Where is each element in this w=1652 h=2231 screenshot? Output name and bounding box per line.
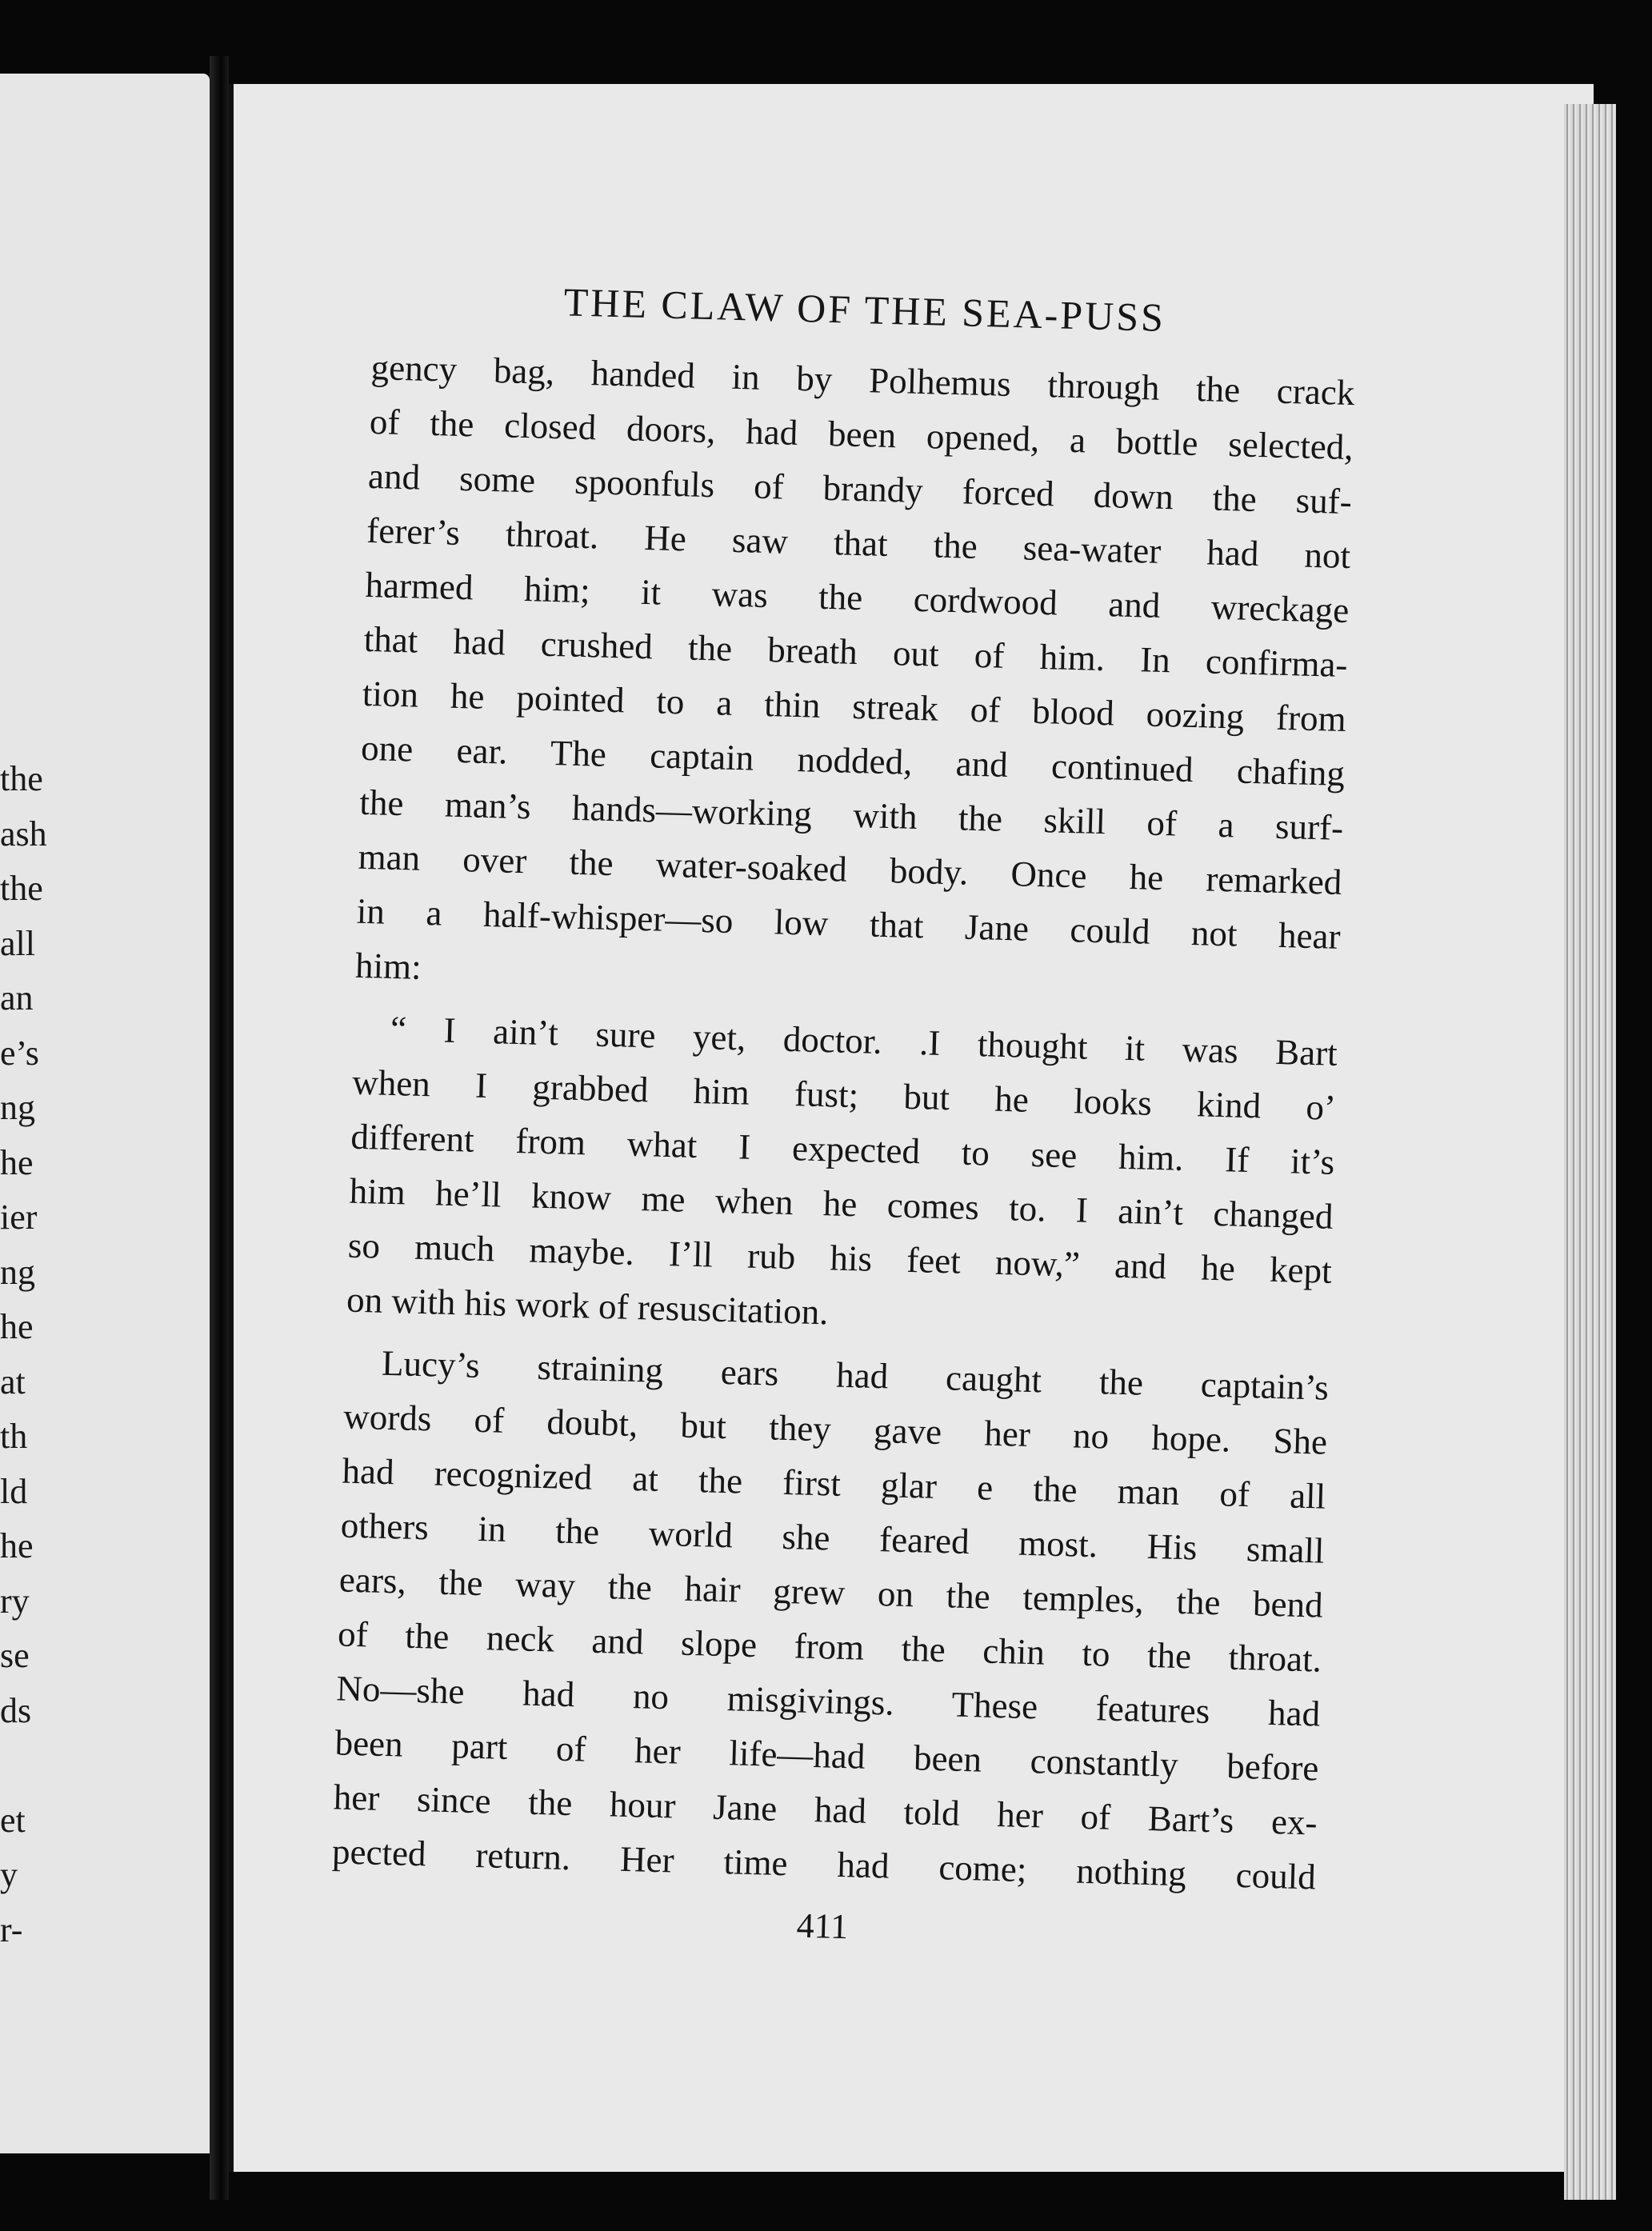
line-fragment	[0, 1738, 47, 1793]
line-fragment: ds	[0, 1690, 32, 1730]
line-fragment: ng	[0, 1088, 35, 1127]
text-line: others in the world she feared most. His small	[340, 1505, 1326, 1571]
line-fragment: se	[0, 1636, 30, 1675]
line-fragment: he	[0, 1142, 34, 1182]
text-line: that had crushed the breath out of him. In confirma-	[363, 618, 1349, 686]
text-line: her since the hour Jane had told her of Bart’s ex-	[333, 1777, 1318, 1843]
text-line: tion he pointed to a thin streak of blood oozing from	[362, 673, 1347, 740]
line-fragment: ld	[0, 1471, 28, 1511]
text-line: ears, the way the hair grew on the temples, the bend	[338, 1559, 1324, 1625]
text-line: gency bag, handed in by Polhemus through the crack	[370, 346, 1355, 414]
line-fragment: he	[0, 1307, 34, 1346]
text-line: different from what I expected to see him. If it’s	[350, 1116, 1335, 1182]
book-gutter	[210, 56, 229, 2200]
running-head: THE CLAW OF THE SEA-PUSS	[563, 279, 1166, 340]
line-fragment: y	[0, 1855, 18, 1894]
line-fragment: r-	[0, 1909, 23, 1949]
text-line: Lucy’s straining ears had caught the captain’s	[381, 1342, 1330, 1408]
page-number: 411	[796, 1905, 849, 1947]
text-line: on with his work of resuscitation.	[346, 1279, 830, 1333]
line-fragment: he	[0, 1526, 34, 1565]
line-fragment: ash	[0, 814, 47, 854]
text-line: ferer’s throat. He saw that the sea-water had not	[366, 510, 1351, 577]
previous-page	[0, 74, 210, 2153]
text-line: words of doubt, but they gave her no hope. She	[342, 1396, 1328, 1462]
text-line: been part of her life—had been constantly before	[334, 1722, 1319, 1789]
text-line: No—she had no misgivings. These features had	[335, 1668, 1321, 1734]
line-fragment: an	[0, 978, 34, 1018]
text-line: him he’ll know me when he comes to. I ain’t changed	[349, 1170, 1334, 1237]
text-line: had recognized at the first glar e the man of all	[341, 1450, 1326, 1517]
text-line: and some spoonfuls of brandy forced down the suf-	[367, 455, 1353, 522]
text-line: in a half-whisper—so low that Jane could not hear	[356, 890, 1342, 957]
text-line: when I grabbed him fust; but he looks kind o’	[351, 1062, 1337, 1128]
text-line: of the closed doors, had been opened, a bottle selected,	[369, 401, 1354, 468]
line-fragment: e’s	[0, 1033, 39, 1073]
line-fragment: the	[0, 759, 43, 798]
current-page	[229, 84, 1594, 2172]
text-line: pected return. Her time had come; nothing could	[331, 1831, 1317, 1897]
line-fragment: ry	[0, 1581, 30, 1621]
line-fragment: at	[0, 1361, 26, 1401]
line-fragment: th	[0, 1417, 28, 1456]
text-line: the man’s hands—working with the skill of a surf-	[358, 782, 1344, 848]
line-fragment: ng	[0, 1252, 35, 1292]
previous-page-line-fragments	[0, 752, 47, 1957]
line-fragment: the	[0, 869, 43, 908]
text-line: one ear. The captain nodded, and continued chafing	[360, 727, 1346, 794]
page-text-block	[330, 268, 1357, 1963]
body-text	[331, 340, 1355, 1905]
text-line: harmed him; it was the cordwood and wreckage	[364, 564, 1350, 631]
line-fragment: et	[0, 1800, 26, 1840]
line-fragment: ier	[0, 1197, 38, 1237]
text-line: man over the water-soaked body. Once he remarked	[358, 836, 1342, 902]
text-line: “ I ain’t sure yet, doctor. .I thought it was Bart	[390, 1008, 1338, 1074]
page-block-edges	[1564, 104, 1616, 2200]
text-line: him:	[354, 945, 422, 987]
text-line: so much maybe. I’ll rub his feet now,” and he kept	[347, 1225, 1333, 1291]
text-line: of the neck and slope from the chin to the throat.	[337, 1613, 1322, 1680]
line-fragment: all	[0, 923, 35, 963]
